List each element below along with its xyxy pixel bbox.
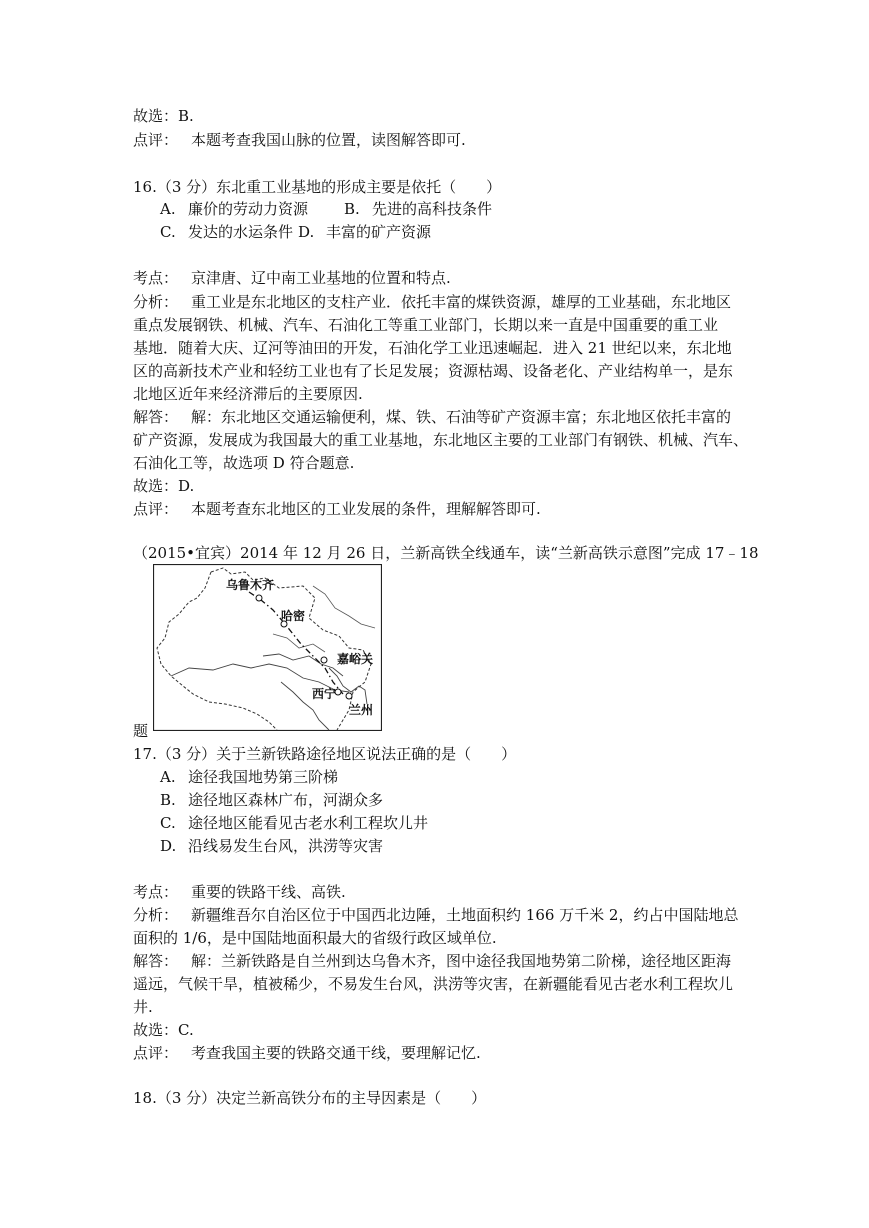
intro-end: 题: [133, 722, 149, 740]
option-d-key: D.: [160, 837, 177, 855]
question-17-option-b: [160, 790, 383, 810]
option-b-key: B.: [344, 200, 360, 218]
q17-answer: 故选：C.: [133, 1021, 194, 1039]
q16-fenxi-4: 区的高新技术产业和轻纺工业也有了长足发展；资源枯竭、设备老化、产业结构单一，是东: [133, 362, 734, 380]
q17-comment: [133, 1043, 481, 1063]
kaodian-text: 重要的铁路干线、高铁.: [191, 883, 346, 901]
option-a-text: 廉价的劳动力资源: [188, 200, 309, 218]
question-17-option-a: [160, 767, 338, 787]
lanxin-railway-map: [153, 564, 382, 731]
option-c-key: C.: [160, 814, 176, 832]
jieda-text: 解：兰新铁路是自兰州到达乌鲁木齐，图中途径我国地势第二阶梯，途径地区距海: [191, 952, 732, 970]
fenxi-text: 重工业是东北地区的支柱产业．依托丰富的煤铁资源，雄厚的工业基础，东北地区: [191, 293, 732, 311]
jieda-label: 解答：: [133, 952, 179, 970]
jieda-text: 解：东北地区交通运输便利，煤、铁、石油等矿产资源丰富；东北地区依托丰富的: [191, 408, 732, 426]
q17-fenxi-2: 面积的 1/6，是中国陆地面积最大的省级行政区域单位.: [133, 929, 497, 947]
q16-answer: 故选：D.: [133, 477, 195, 495]
question-17-stem: 17.（3 分）关于兰新铁路途径地区说法正确的是（ ）: [133, 745, 517, 763]
q16-fenxi-3: 基地．随着大庆、辽河等油田的开发，石油化学工业迅速崛起．进入 21 世纪以来，东北地: [133, 339, 732, 357]
q17-jieda-2: 遥远，气候干旱，植被稀少，不易发生台风，洪涝等灾害，在新疆能看见古老水利工程坎儿: [133, 975, 734, 993]
comment-text: 本题考查东北地区的工业发展的条件，理解解答即可.: [191, 500, 541, 518]
kaodian-text: 京津唐、辽中南工业基地的位置和特点.: [191, 269, 451, 287]
intro-17-18: （2015•宜宾）2014 年 12 月 26 日，兰新高铁全线通车，读“兰新高铁示意图”完成 17﹣18: [133, 544, 759, 562]
comment-label: 点评：: [133, 1044, 179, 1062]
option-d-text: 沿线易发生台风，洪涝等灾害: [188, 837, 384, 855]
q17-jieda-3: 井.: [133, 998, 153, 1016]
option-a-text: 途径我国地势第三阶梯: [188, 768, 339, 786]
question-17-option-c: [160, 813, 428, 833]
comment-line: [133, 130, 466, 150]
question-16-options-ab: [160, 199, 492, 219]
option-b-key: B.: [160, 791, 176, 809]
fenxi-text: 新疆维吾尔自治区位于中国西北边陲，土地面积约 166 万千米 2，约占中国陆地总: [191, 906, 739, 924]
option-b-text: 先进的高科技条件: [372, 200, 493, 218]
option-c-key: C.: [160, 223, 176, 241]
kaodian-label: 考点：: [133, 269, 179, 287]
q16-fenxi: [133, 292, 731, 312]
jieda-label: 解答：: [133, 408, 179, 426]
comment-label: 点评：: [133, 131, 179, 149]
map-label-xining: 西宁: [312, 687, 337, 701]
q17-fenxi: [133, 905, 738, 925]
option-d-text: 丰富的矿产资源: [326, 223, 432, 241]
answer-line: 故选：B.: [133, 107, 194, 125]
fenxi-label: 分析：: [133, 293, 179, 311]
q17-jieda: [133, 951, 731, 971]
q17-kaodian: [133, 882, 346, 902]
option-b-text: 途径地区森林广布，河湖众多: [188, 791, 384, 809]
comment-label: 点评：: [133, 500, 179, 518]
map-label-lanzhou: 兰州: [349, 703, 374, 717]
comment-text: 本题考查我国山脉的位置，读图解答即可.: [191, 131, 466, 149]
q16-jieda-2: 矿产资源，发展成为我国最大的重工业基地，东北地区主要的工业部门有钢铁、机械、汽车、: [133, 431, 749, 449]
option-a-key: A.: [160, 768, 176, 786]
option-c-text: 途径地区能看见古老水利工程坎儿井: [188, 814, 429, 832]
q16-jieda-3: 石油化工等，故选项 D 符合题意.: [133, 454, 355, 472]
map-label-urumqi: 乌鲁木齐: [226, 578, 275, 592]
q16-fenxi-2: 重点发展钢铁、机械、汽车、石油化工等重工业部门，长期以来一直是中国重要的重工业: [133, 316, 719, 334]
q16-jieda: [133, 407, 731, 427]
map-label-jiayuguan: 嘉峪关: [337, 652, 374, 666]
comment-text: 考查我国主要的铁路交通干线，要理解记忆.: [191, 1044, 481, 1062]
question-17-option-d: [160, 836, 383, 856]
option-d-key: D.: [298, 223, 315, 241]
option-c-text: 发达的水运条件: [188, 223, 294, 241]
question-18-stem: 18.（3 分）决定兰新高铁分布的主导因素是（ ）: [133, 1089, 487, 1107]
map-label-hami: 哈密: [281, 609, 306, 623]
q16-fenxi-5: 北地区近年来经济滞后的主要原因.: [133, 385, 363, 403]
option-a-key: A.: [160, 200, 176, 218]
fenxi-label: 分析：: [133, 906, 179, 924]
question-16-stem: 16.（3 分）东北重工业基地的形成主要是依托（ ）: [133, 178, 502, 196]
kaodian-label: 考点：: [133, 883, 179, 901]
q16-comment: [133, 499, 541, 519]
q16-kaodian: [133, 268, 451, 288]
question-16-options-cd: [160, 222, 431, 242]
